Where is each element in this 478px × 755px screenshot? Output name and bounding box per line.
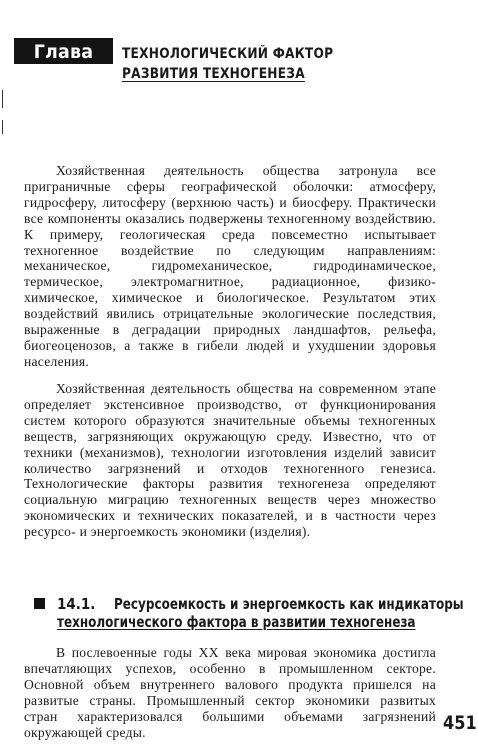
chapter-title-line2: РАЗВИТИЯ ТЕХНОГЕНЕЗА bbox=[122, 66, 305, 82]
margin-mark bbox=[2, 120, 3, 134]
chapter-title-line1: ТЕХНОЛОГИЧЕСКИЙ ФАКТОР bbox=[122, 46, 334, 62]
chapter-label: Глава 14 bbox=[33, 41, 94, 85]
page-number: 451 bbox=[443, 712, 477, 734]
chapter-label-box bbox=[14, 38, 113, 85]
body-paragraph-1: Хозяйственная деятельность общества затронула все приграничные сферы географической оболочки: атмосферу, гидросферу, литосферу (верхнюю часть) и биосферу. Практически все компоненты оказались подвержены техногенному воздействию. К примеру, геологическая среда повсеместно испытывает техногенное воздействие по следующим направлениям: механическое, гидромеханическое, гидродинамическое, термическое, электромагнитное, радиационное, физико-химическое, химическое и биологическое. Результатом этих воздействий явились отрицательные экологические последствия, выраженные в деградации природных ландшафтов, рельефа, биогеоценозов, а также в гибели людей и ухудшении здоровья населения. bbox=[24, 163, 436, 369]
section-title-line2: технологического фактора в развитии техногенеза bbox=[57, 613, 416, 631]
section-number: 14.1. bbox=[57, 595, 96, 613]
square-bullet-icon bbox=[34, 598, 45, 609]
margin-mark bbox=[2, 90, 3, 108]
chapter-title bbox=[122, 44, 374, 84]
section-title-line1: Ресурсоемкость и энергоемкость как индикаторы bbox=[114, 595, 464, 613]
body-paragraph-2: Хозяйственная деятельность общества на современном этапе определяет экстенсивное производство, от функционирования систем которого образуются значительные объемы техногенных веществ, загрязняющих окружающую среду. Известно, что от техники (механизмов), технологии изготовления изделий зависит количество загрязнений и отходов техногенного генезиса. Технологические факторы развития техногенеза определяют социальную миграцию техногенных веществ через множество экономических и технических показателей, и в частности через ресурсо- и энергоемкость экономики (изделия). bbox=[24, 381, 436, 540]
body-paragraph-3: В послевоенные годы XX века мировая экономика достигла впечатляющих успехов, особенно в промышленном секторе. Основной объем внутреннего валового продукта пришелся на развитые страны. Промышленный сектор экономики развитых стран характеризовался большими объемами загрязнений окружающей среды. bbox=[24, 645, 436, 740]
